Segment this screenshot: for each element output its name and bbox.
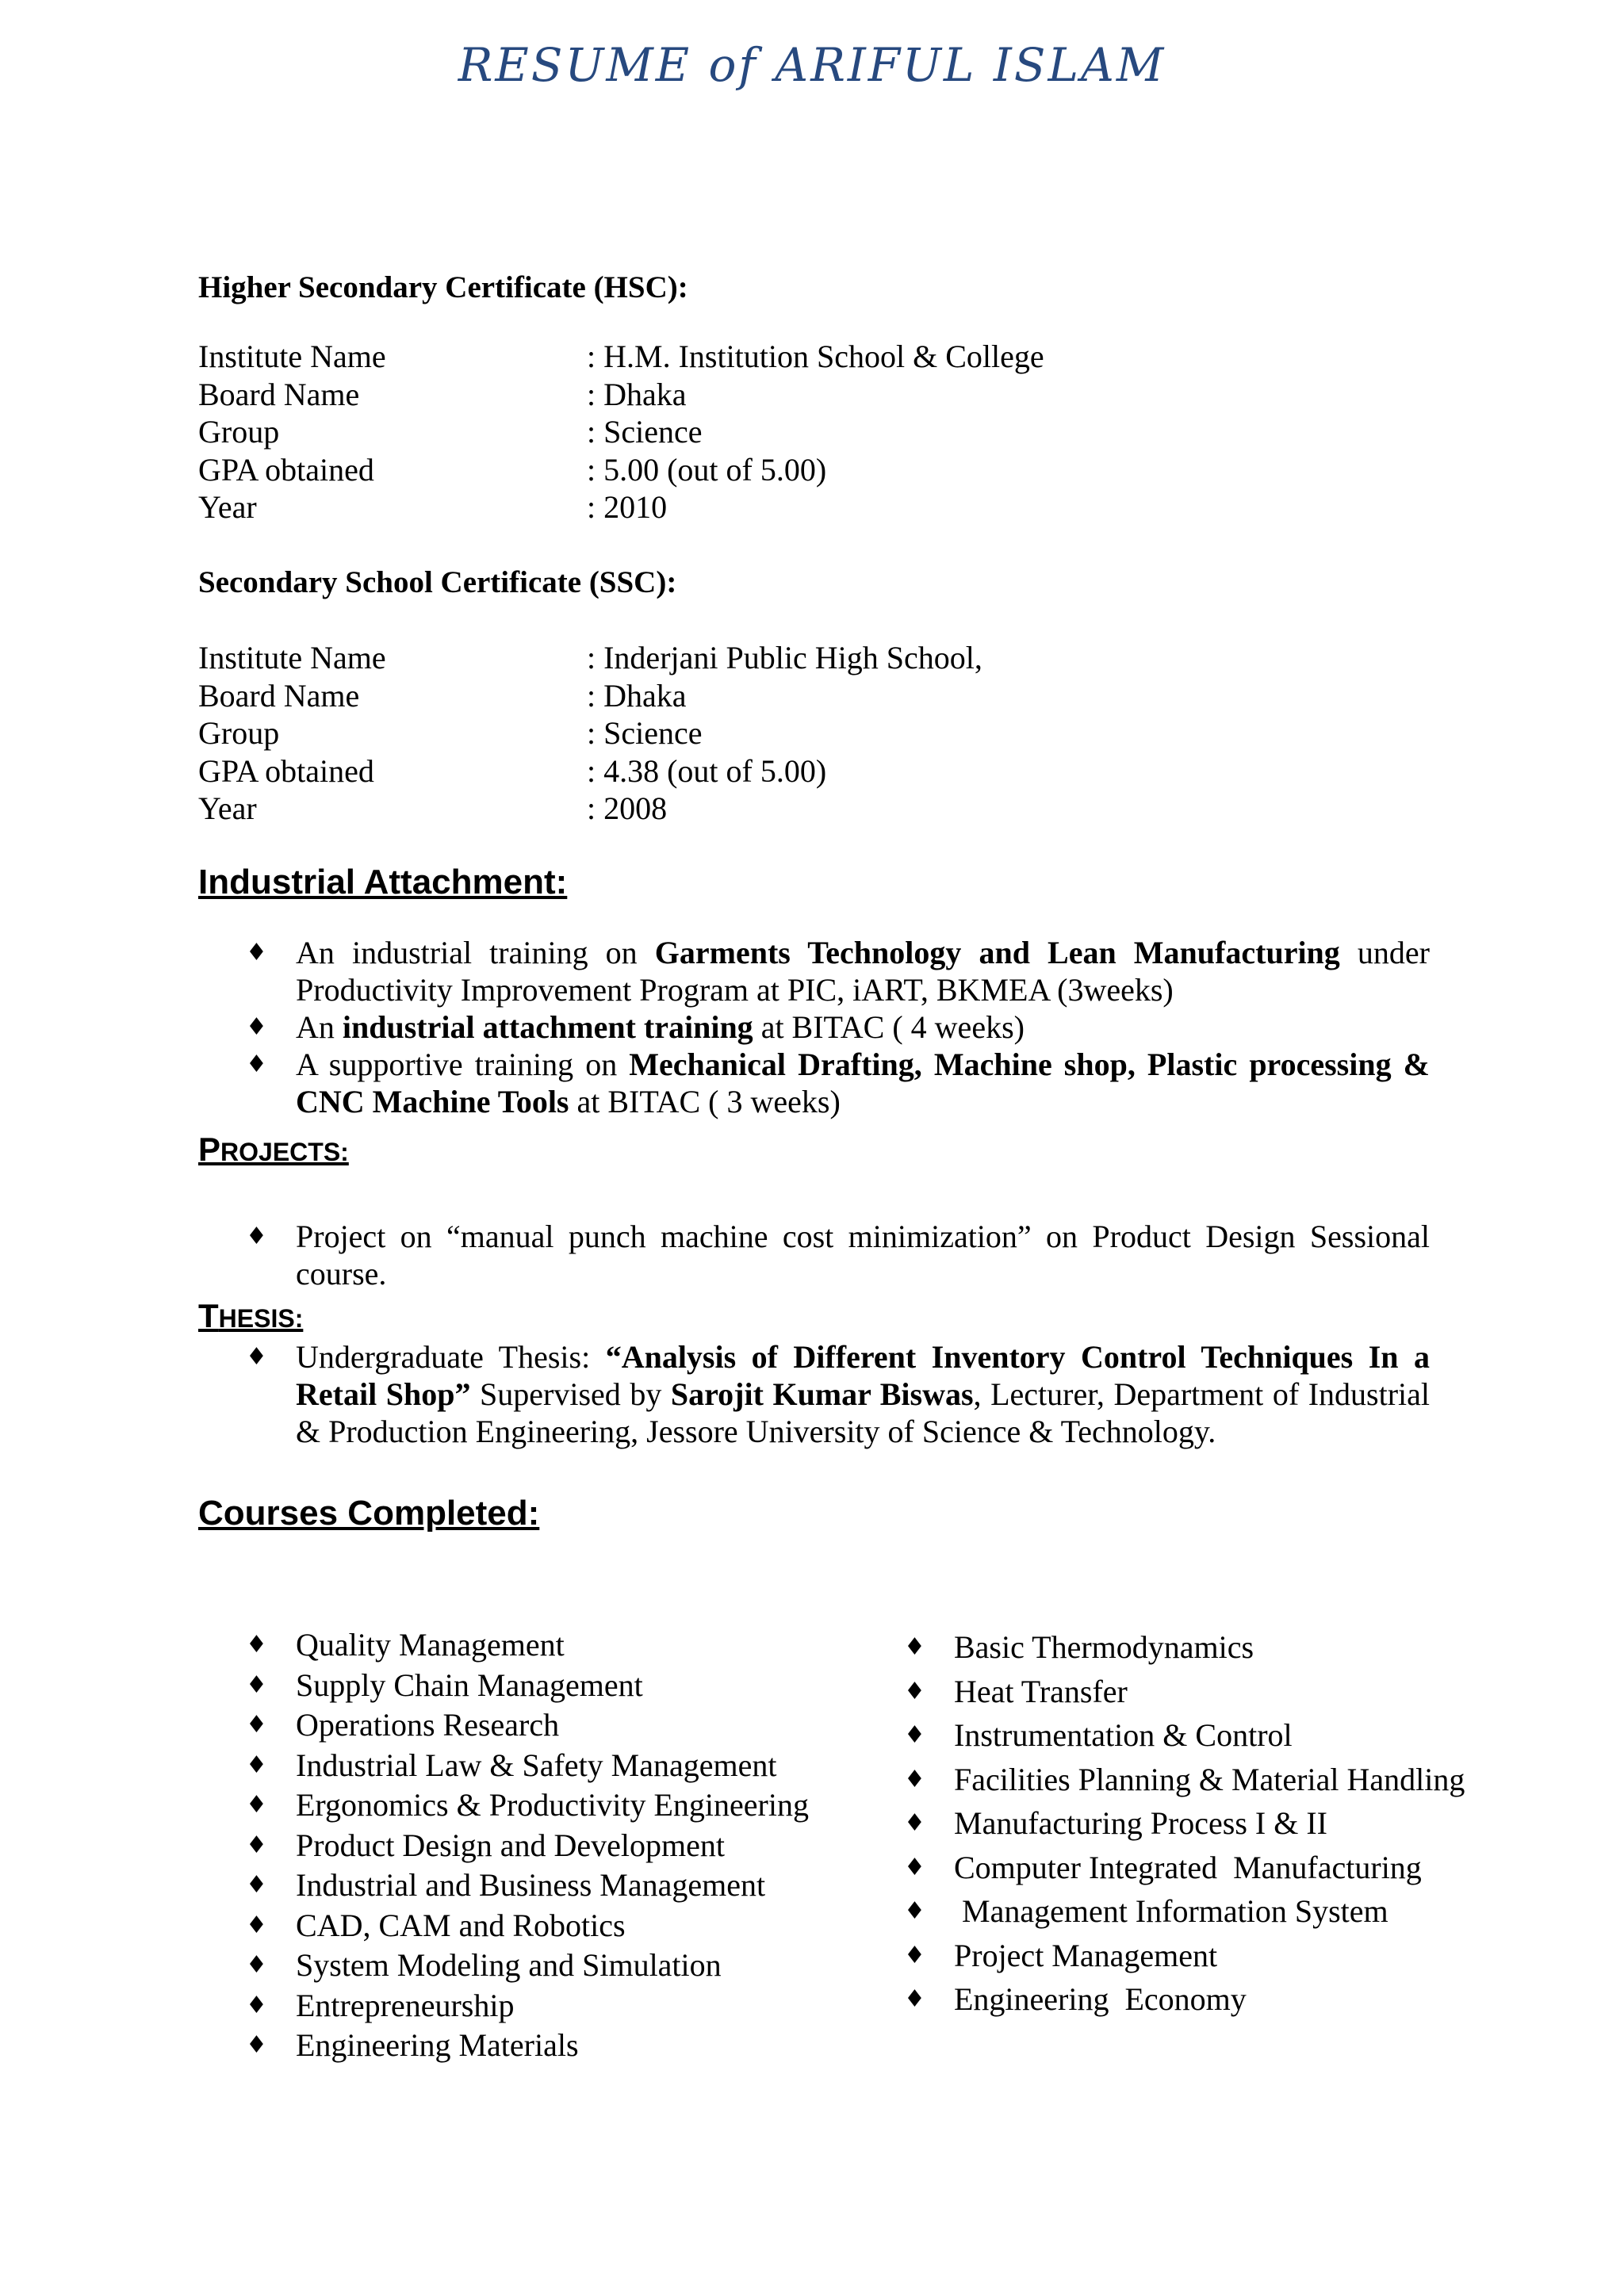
course-label: Instrumentation & Control — [954, 1717, 1293, 1753]
diamond-bullet-icon: ♦ — [904, 1677, 925, 1705]
course-label: Product Design and Development — [296, 1827, 725, 1863]
thesis-heading-cap: T — [198, 1297, 219, 1334]
diamond-bullet-icon: ♦ — [246, 1711, 267, 1739]
course-item — [856, 1758, 1465, 1802]
hsc-label: Board Name — [198, 376, 360, 412]
bold-text: Mechanical Drafting, Machine shop, Plastic processing & CNC Machine Tools — [296, 1047, 1430, 1119]
text-run: Supervised by — [470, 1376, 671, 1412]
course-item — [856, 1801, 1465, 1846]
course-label: Project Management — [954, 1937, 1218, 1973]
text-run: A supportive training on — [296, 1047, 630, 1082]
diamond-bullet-icon: ♦ — [246, 1223, 267, 1250]
hsc-value: : Science — [587, 414, 703, 450]
course-item — [198, 1866, 809, 1906]
ssc-row — [198, 714, 982, 752]
course-label: CAD, CAM and Robotics — [296, 1907, 626, 1943]
diamond-bullet-icon: ♦ — [246, 1871, 267, 1899]
diamond-bullet-icon: ♦ — [246, 1751, 267, 1779]
bold-text: “Analysis of Different Inventory Control Techniques In a Retail Shop” — [296, 1339, 1430, 1412]
hsc-label: Group — [198, 414, 280, 450]
list-item — [198, 934, 1430, 1008]
ssc-details — [198, 639, 982, 828]
course-item — [856, 1713, 1465, 1758]
text-run: , Lecturer, Department of Industrial & Production Engineering, Jessore University of Science & Technology. — [296, 1376, 1430, 1449]
diamond-bullet-icon: ♦ — [246, 1791, 267, 1819]
course-item — [198, 1625, 809, 1666]
course-label: Entrepreneurship — [296, 1987, 515, 2023]
course-item — [198, 2026, 809, 2066]
diamond-bullet-icon: ♦ — [904, 1897, 925, 1925]
diamond-bullet-icon: ♦ — [904, 1633, 925, 1661]
ssc-label: Institute Name — [198, 640, 386, 675]
course-item — [198, 1705, 809, 1746]
courses-left-column — [198, 1625, 809, 2066]
list-item — [198, 1008, 1430, 1046]
course-item — [198, 1666, 809, 1706]
courses-right-column — [856, 1625, 1465, 2022]
hsc-details — [198, 338, 1044, 526]
diamond-bullet-icon: ♦ — [246, 2031, 267, 2059]
ssc-row — [198, 752, 982, 790]
hsc-row — [198, 413, 1044, 451]
diamond-bullet-icon: ♦ — [246, 1670, 267, 1699]
hsc-label: Year — [198, 489, 257, 525]
text-run: An — [296, 1009, 343, 1045]
ssc-value: : 4.38 (out of 5.00) — [587, 752, 827, 789]
course-label: Engineering Economy — [954, 1981, 1247, 2017]
diamond-bullet-icon: ♦ — [246, 1831, 267, 1859]
diamond-bullet-icon: ♦ — [246, 1050, 267, 1078]
text-run: Project on “manual punch machine cost minimization” on Product Design Sessional course. — [296, 1219, 1430, 1292]
ssc-label: Board Name — [198, 677, 360, 714]
course-item — [198, 1946, 809, 1986]
list-item — [198, 1338, 1430, 1450]
course-item — [198, 1906, 809, 1946]
course-item — [856, 1934, 1465, 1978]
hsc-value: : H.M. Institution School & College — [587, 339, 1044, 374]
list-item — [198, 1046, 1430, 1120]
course-label: Basic Thermodynamics — [954, 1629, 1254, 1665]
course-label: Supply Chain Management — [296, 1667, 643, 1703]
course-label: Facilities Planning & Material Handling — [954, 1761, 1465, 1797]
diamond-bullet-icon: ♦ — [904, 1765, 925, 1793]
hsc-label: Institute Name — [198, 339, 386, 374]
course-label: Computer Integrated Manufacturing — [954, 1849, 1422, 1885]
diamond-bullet-icon: ♦ — [246, 939, 267, 966]
diamond-bullet-icon: ♦ — [246, 1911, 267, 1939]
course-label: Quality Management — [296, 1627, 565, 1663]
course-label: Ergonomics & Productivity Engineering — [296, 1787, 809, 1823]
hsc-label: GPA obtained — [198, 451, 374, 488]
course-item — [198, 1826, 809, 1866]
course-label: System Modeling and Simulation — [296, 1947, 722, 1983]
diamond-bullet-icon: ♦ — [246, 1013, 267, 1041]
ssc-value: : Dhaka — [587, 677, 687, 714]
thesis-heading-rest: HESIS: — [218, 1304, 304, 1333]
projects-list — [198, 1218, 1430, 1292]
diamond-bullet-icon: ♦ — [904, 1941, 925, 1969]
courses-completed-heading: Courses Completed: — [198, 1494, 540, 1533]
hsc-value: : 5.00 (out of 5.00) — [587, 451, 827, 488]
course-label: Engineering Materials — [296, 2027, 579, 2063]
course-item — [198, 1785, 809, 1826]
hsc-row — [198, 338, 1044, 376]
ssc-row — [198, 790, 982, 828]
course-label: Operations Research — [296, 1707, 560, 1743]
ssc-row — [198, 639, 982, 677]
course-item — [198, 1746, 809, 1786]
bold-text: Sarojit Kumar Biswas — [670, 1376, 974, 1412]
course-label: Heat Transfer — [954, 1673, 1128, 1709]
text-run: at BITAC ( 3 weeks) — [569, 1084, 841, 1119]
hsc-row — [198, 488, 1044, 526]
thesis-list — [198, 1338, 1430, 1450]
hsc-row — [198, 451, 1044, 489]
projects-heading-cap: P — [198, 1131, 221, 1168]
diamond-bullet-icon: ♦ — [904, 1809, 925, 1837]
diamond-bullet-icon: ♦ — [246, 1951, 267, 1979]
diamond-bullet-icon: ♦ — [904, 1985, 925, 2013]
course-item — [198, 1986, 809, 2026]
projects-heading-rest: ROJECTS: — [220, 1138, 349, 1166]
industrial-attachment-list — [198, 934, 1430, 1120]
bold-text: industrial attachment training — [342, 1009, 753, 1045]
course-label: Industrial and Business Management — [296, 1867, 766, 1903]
course-item — [856, 1977, 1465, 2022]
hsc-value: : Dhaka — [587, 376, 687, 412]
course-item — [856, 1846, 1465, 1890]
course-item — [856, 1889, 1465, 1934]
hsc-heading: Higher Secondary Certificate (HSC): — [198, 270, 688, 304]
industrial-attachment-heading: Industrial Attachment: — [198, 863, 568, 901]
list-item — [198, 1218, 1430, 1292]
diamond-bullet-icon: ♦ — [246, 1343, 267, 1371]
text-run: at BITAC ( 4 weeks) — [753, 1009, 1025, 1045]
course-label: Industrial Law & Safety Management — [296, 1747, 777, 1783]
course-item — [856, 1625, 1465, 1670]
ssc-heading: Secondary School Certificate (SSC): — [198, 565, 677, 599]
hsc-row — [198, 376, 1044, 414]
text-run: under Productivity Improvement Program at PIC, iART, BKMEA (3weeks) — [296, 935, 1430, 1008]
bold-text: Garments Technology and Lean Manufacturing — [654, 935, 1340, 970]
hsc-value: : 2010 — [587, 489, 668, 525]
ssc-row — [198, 677, 982, 715]
thesis-heading — [198, 1297, 303, 1335]
diamond-bullet-icon: ♦ — [246, 1631, 267, 1659]
diamond-bullet-icon: ♦ — [904, 1853, 925, 1881]
ssc-label: Group — [198, 715, 280, 751]
course-item — [856, 1670, 1465, 1714]
text-run: An industrial training on — [296, 935, 655, 970]
resume-title: RESUME of ARIFUL ISLAM — [458, 38, 1166, 92]
course-label: Management Information System — [954, 1893, 1388, 1929]
diamond-bullet-icon: ♦ — [904, 1721, 925, 1749]
text-run: Undergraduate Thesis: — [296, 1339, 606, 1375]
ssc-value: : Science — [587, 715, 703, 751]
ssc-label: GPA obtained — [198, 752, 374, 789]
projects-heading — [198, 1131, 349, 1169]
ssc-value: : Inderjani Public High School, — [587, 640, 982, 675]
ssc-label: Year — [198, 790, 257, 826]
course-label: Manufacturing Process I & II — [954, 1805, 1327, 1841]
ssc-value: : 2008 — [587, 790, 668, 826]
diamond-bullet-icon: ♦ — [246, 1991, 267, 2019]
